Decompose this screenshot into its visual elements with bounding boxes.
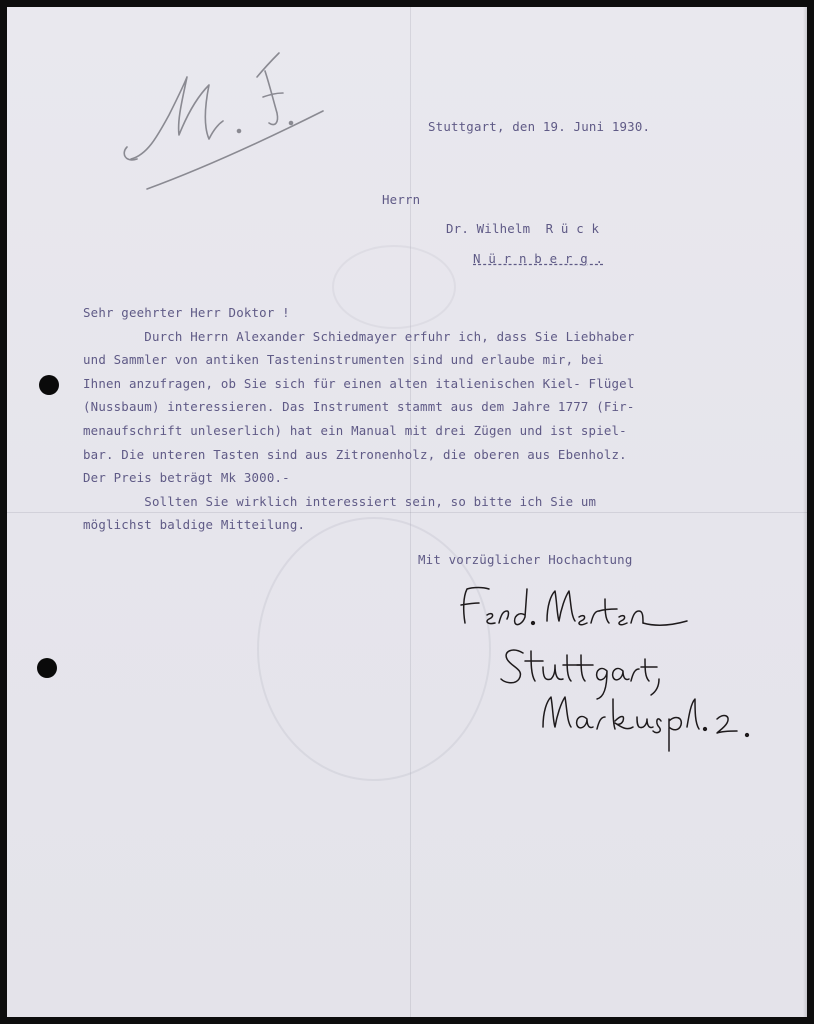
handwritten-signature [447,575,767,765]
body-line: Der Preis beträgt Mk 3000.- [83,470,290,486]
body-line: bar. Die unteren Tasten sind aus Zitronenholz, die oberen aus Ebenholz. [83,446,627,462]
recipient-salutation: Herrn [382,192,421,207]
body-line: menaufschrift unleserlich) hat ein Manual mit drei Zügen und ist spiel- [83,422,627,438]
closing-line: Mit vorzüglicher Hochachtung [418,552,633,567]
body-line: Sollten Sie wirklich interessiert sein, so bitte ich Sie um [83,493,597,509]
date-line: Stuttgart, den 19. Juni 1930. [428,119,651,134]
body-line: Sehr geehrter Herr Doktor ! [83,305,290,320]
letter-body [83,301,635,537]
body-line: und Sammler von antiken Tasteninstrumenten sind und erlaube mir, bei [83,352,604,368]
recipient-city: N ü r n b e r g . [473,251,604,266]
body-line: möglichst baldige Mitteilung. [83,517,306,533]
body-line: Durch Herrn Alexander Schiedmayer erfuhr ich, dass Sie Liebhaber [83,328,635,344]
punch-hole-lower [37,658,57,678]
recipient-name: Dr. Wilhelm R ü c k [446,221,600,236]
body-line: (Nussbaum) interessieren. Das Instrument stammt aus dem Jahre 1777 (Fir- [83,399,635,415]
pencil-initials [117,27,337,197]
body-line: Ihnen anzufragen, ob Sie sich für einen alten italienischen Kiel- Flügel [83,375,635,391]
letter-sheet [7,7,807,1017]
punch-hole-upper [39,375,59,395]
paper-edge-shadow [803,7,807,1017]
